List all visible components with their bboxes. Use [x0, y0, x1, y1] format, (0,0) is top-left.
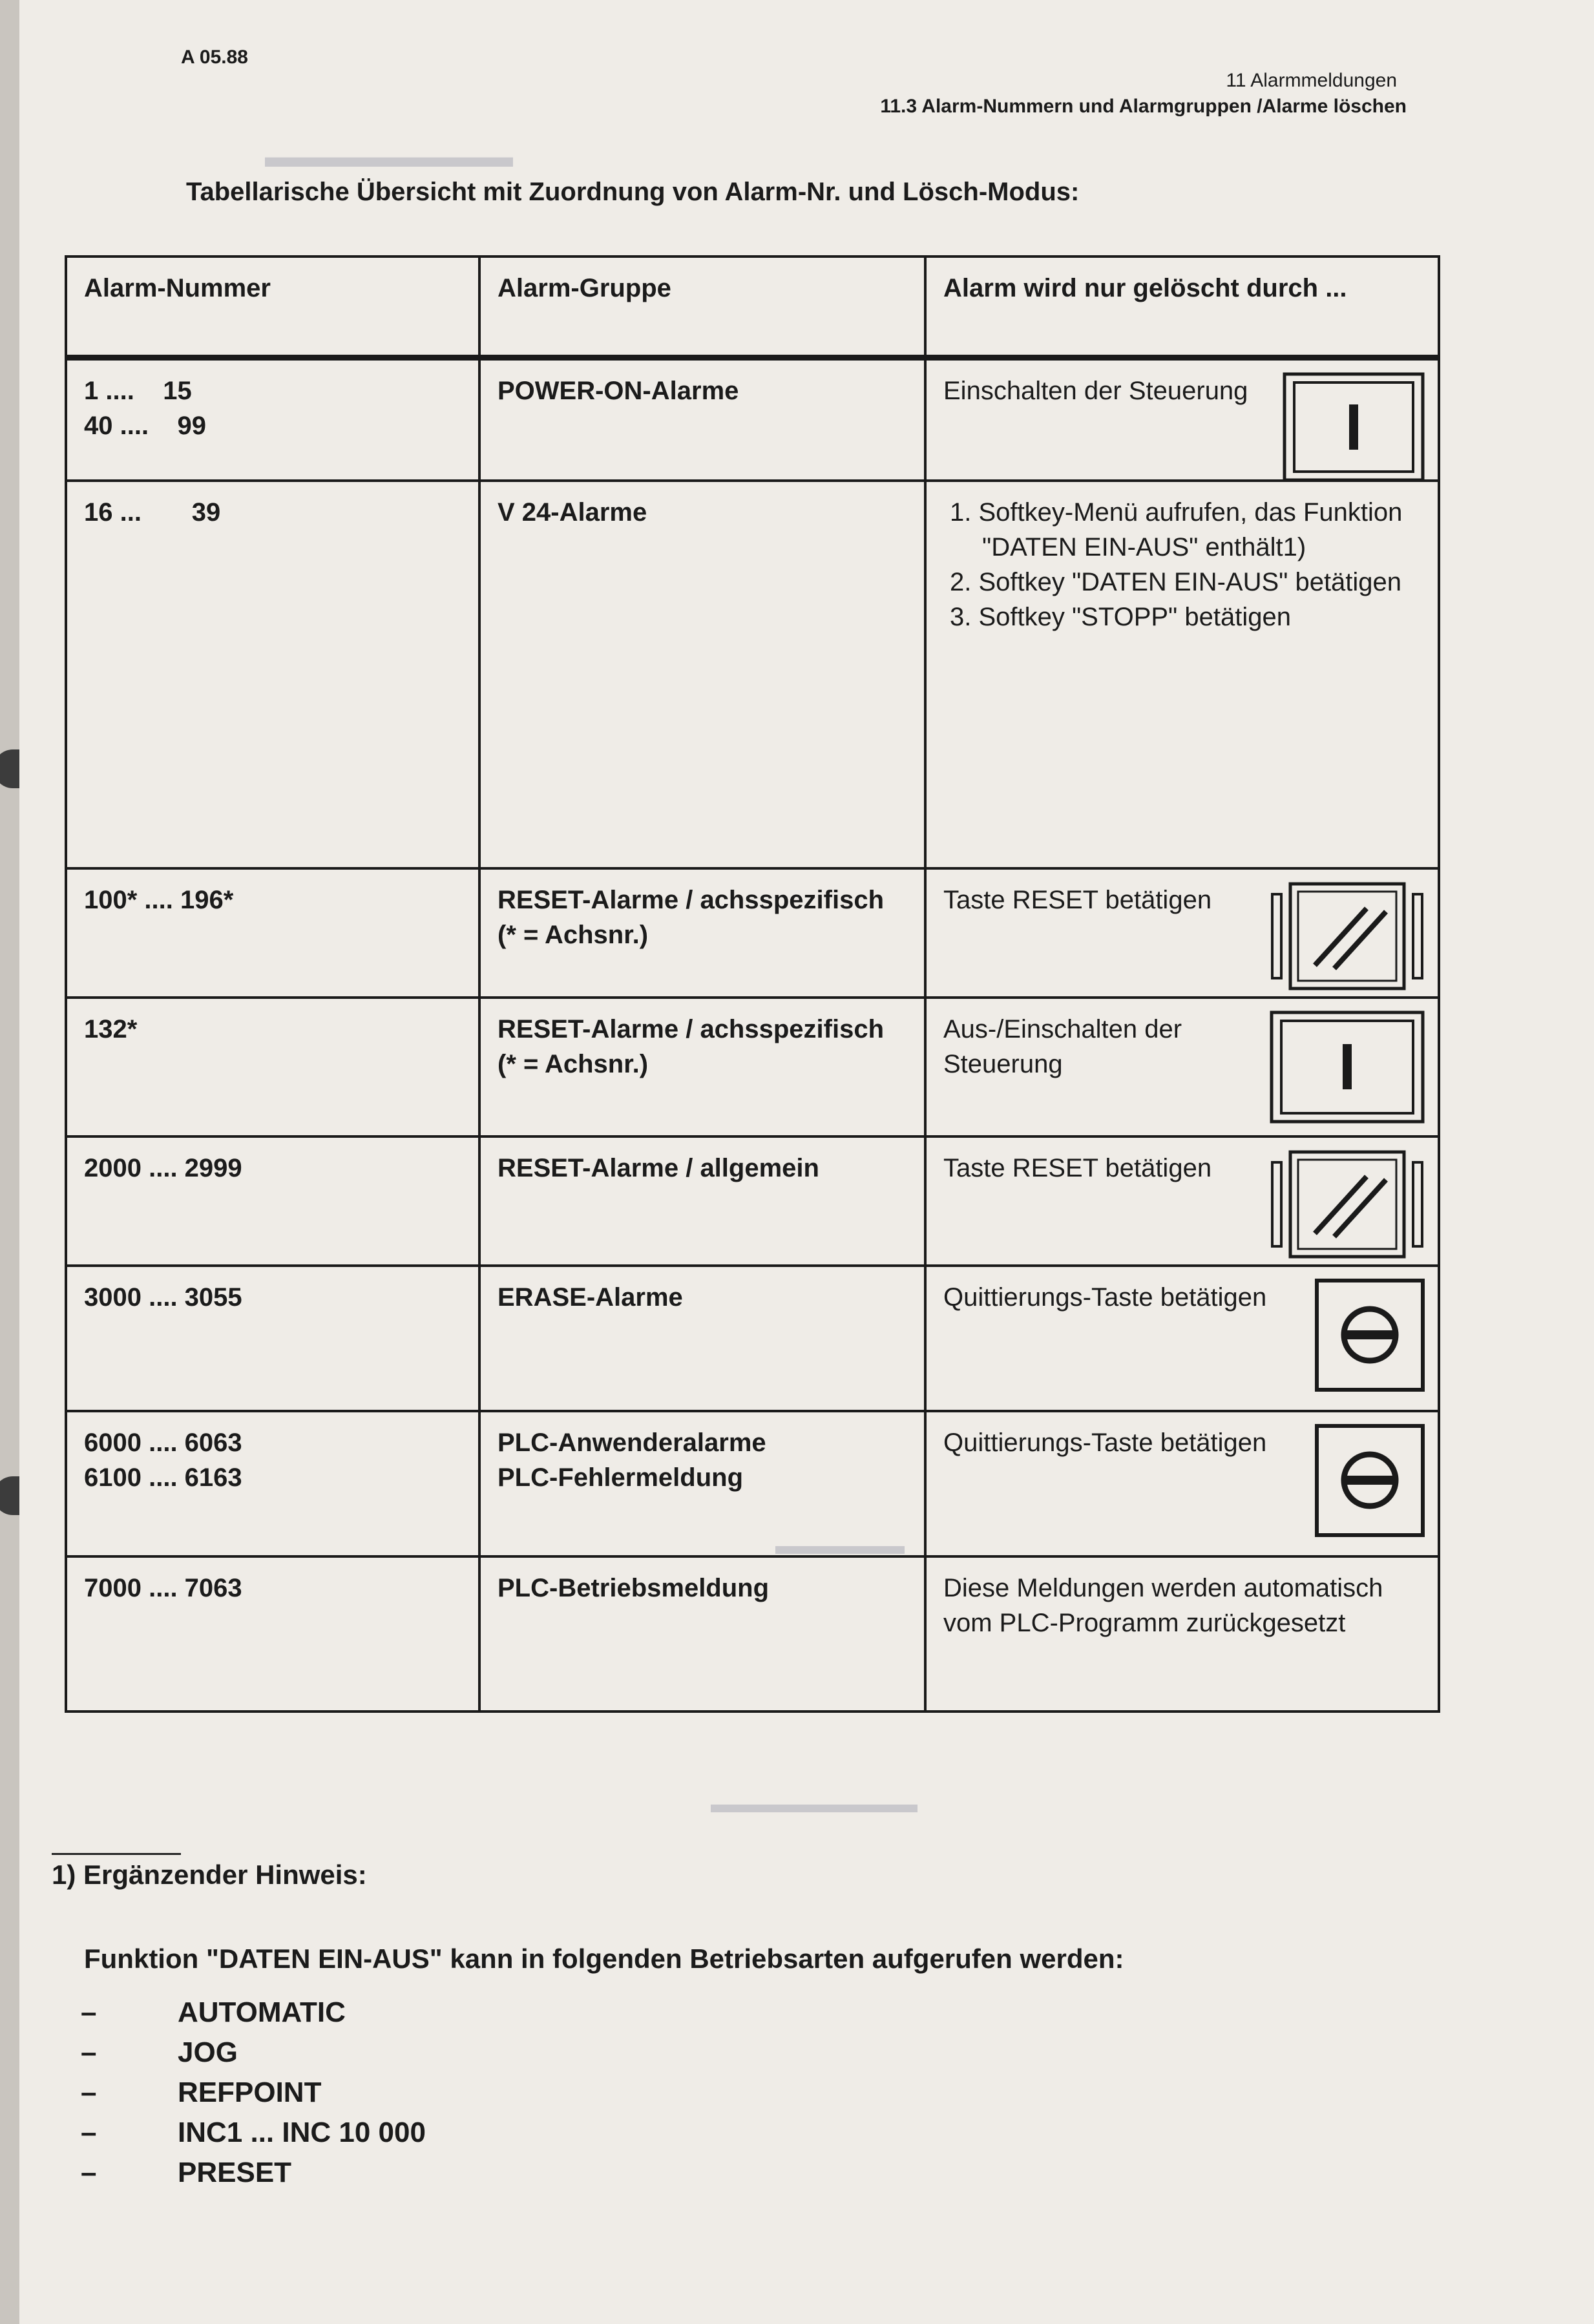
acknowledge-key-icon — [1315, 1279, 1425, 1392]
operating-modes-list — [81, 1996, 426, 2197]
header-alarm-number: Alarm-Nummer — [66, 256, 479, 358]
acknowledge-key-icon — [1315, 1424, 1425, 1537]
clear-step: 2. Softkey "DATEN EIN-AUS" betätigen — [950, 567, 1402, 596]
alarm-number-cell — [66, 998, 479, 1136]
alarm-table — [65, 255, 1440, 1713]
table-header-row — [66, 256, 1439, 358]
table-row — [66, 998, 1439, 1136]
reset-key-icon — [1270, 1149, 1425, 1259]
alarm-group-cell — [479, 1136, 925, 1266]
chapter-title: 11 Alarmmeldungen — [1226, 70, 1397, 91]
clear-method: Diese Meldungen werden automatisch vom PLC-Programm zurückgesetzt — [943, 1573, 1383, 1637]
list-item: – JOG — [81, 2036, 426, 2077]
alarm-number-cell — [66, 481, 479, 868]
alarm-number-cell — [66, 1411, 479, 1556]
bleed-through-text: ▬▬▬▬▬ — [775, 1531, 905, 1560]
alarm-group: V 24-Alarme — [498, 497, 647, 527]
clear-method-cell — [925, 358, 1439, 481]
list-item: – AUTOMATIC — [81, 1996, 426, 2036]
alarm-number-cell — [66, 1266, 479, 1411]
clear-method-cell — [925, 1136, 1439, 1266]
mode-label: REFPOINT — [178, 2077, 322, 2108]
alarm-number-cell — [66, 358, 479, 481]
alarm-group-cell — [479, 1266, 925, 1411]
alarm-group: PLC-Anwenderalarme PLC-Fehlermeldung — [498, 1428, 766, 1492]
table-row — [66, 1556, 1439, 1712]
alarm-group: ERASE-Alarme — [498, 1282, 683, 1312]
alarm-group-cell — [479, 481, 925, 868]
binder-edge — [0, 0, 19, 2324]
table-intro: Tabellarische Übersicht mit Zuordnung von Alarm-Nr. und Lösch-Modus: — [186, 178, 1080, 206]
clear-method-cell — [925, 1266, 1439, 1411]
alarm-number: 6000 .... 6063 6100 .... 6163 — [84, 1428, 242, 1492]
clear-method: Einschalten der Steuerung — [943, 377, 1248, 405]
alarm-group-cell — [479, 868, 925, 998]
clear-method: Quittierungs-Taste betätigen — [943, 1428, 1267, 1457]
alarm-number: 3000 .... 3055 — [84, 1282, 242, 1312]
table-row — [66, 358, 1439, 481]
clear-method: Quittierungs-Taste betätigen — [943, 1282, 1267, 1312]
mode-label: PRESET — [178, 2157, 292, 2188]
clear-step: 1. Softkey-Menü aufrufen, das Funktion "DATEN EIN-AUS" enthält1) — [950, 497, 1403, 561]
alarm-group: RESET-Alarme / achsspezifisch (* = Achsnr.) — [498, 1014, 885, 1078]
section-title: 11.3 Alarm-Nummern und Alarmgruppen /Alarme löschen — [880, 96, 1407, 117]
power-switch-icon — [1270, 1010, 1425, 1124]
reset-key-icon — [1270, 881, 1425, 991]
clear-method-cell — [925, 868, 1439, 998]
bleed-through-text: ▬▬▬▬▬▬▬▬ — [265, 140, 513, 174]
clear-method-cell — [925, 481, 1439, 868]
table-row — [66, 1411, 1439, 1556]
alarm-number: 2000 .... 2999 — [84, 1153, 242, 1182]
mode-label: JOG — [178, 2036, 238, 2068]
alarm-group: POWER-ON-Alarme — [498, 377, 739, 405]
alarm-group-cell — [479, 1411, 925, 1556]
alarm-group-cell — [479, 358, 925, 481]
mode-label: INC1 ... INC 10 000 — [178, 2117, 426, 2148]
footnote-text: Funktion "DATEN EIN-AUS" kann in folgenden Betriebsarten aufgerufen werden: — [84, 1943, 1124, 1974]
alarm-number: 100* .... 196* — [84, 885, 234, 914]
footnote-rule — [52, 1853, 181, 1855]
alarm-group: RESET-Alarme / achsspezifisch (* = Achsnr.) — [498, 885, 885, 949]
clear-method-cell — [925, 1556, 1439, 1712]
alarm-group: PLC-Betriebsmeldung — [498, 1573, 770, 1602]
table-row — [66, 1136, 1439, 1266]
alarm-number-cell — [66, 1136, 479, 1266]
table-row — [66, 868, 1439, 998]
alarm-number-cell — [66, 868, 479, 998]
clear-method-cell — [925, 998, 1439, 1136]
alarm-group-cell — [479, 1556, 925, 1712]
header-cleared-by: Alarm wird nur gelöscht durch ... — [925, 256, 1439, 358]
alarm-number: 132* — [84, 1014, 138, 1043]
alarm-number: 7000 .... 7063 — [84, 1573, 242, 1602]
alarm-group-cell — [479, 998, 925, 1136]
header-alarm-group: Alarm-Gruppe — [479, 256, 925, 358]
list-item: – INC1 ... INC 10 000 — [81, 2117, 426, 2157]
list-item: – REFPOINT — [81, 2077, 426, 2117]
alarm-number: 1 .... 15 40 .... 99 — [84, 377, 207, 440]
alarm-number: 16 ... 39 — [84, 497, 221, 527]
table-row — [66, 481, 1439, 868]
clear-method: Taste RESET betätigen — [943, 885, 1212, 914]
power-switch-icon — [1283, 372, 1425, 482]
doc-code: A 05.88 — [181, 47, 248, 68]
mode-label: AUTOMATIC — [178, 1996, 346, 2028]
clear-steps — [943, 495, 1421, 634]
clear-step: 3. Softkey "STOPP" betätigen — [950, 602, 1291, 631]
clear-method: Taste RESET betätigen — [943, 1153, 1212, 1182]
footnote-title: 1) Ergänzender Hinweis: — [52, 1859, 367, 1890]
alarm-number-cell — [66, 1556, 479, 1712]
alarm-group: RESET-Alarme / allgemein — [498, 1153, 819, 1182]
bleed-through-text: ▬▬▬▬▬▬▬▬ — [711, 1790, 918, 1818]
clear-method: Aus-/Einschalten der Steuerung — [943, 1014, 1182, 1078]
list-item: – PRESET — [81, 2157, 426, 2197]
table-row — [66, 1266, 1439, 1411]
clear-method-cell — [925, 1411, 1439, 1556]
